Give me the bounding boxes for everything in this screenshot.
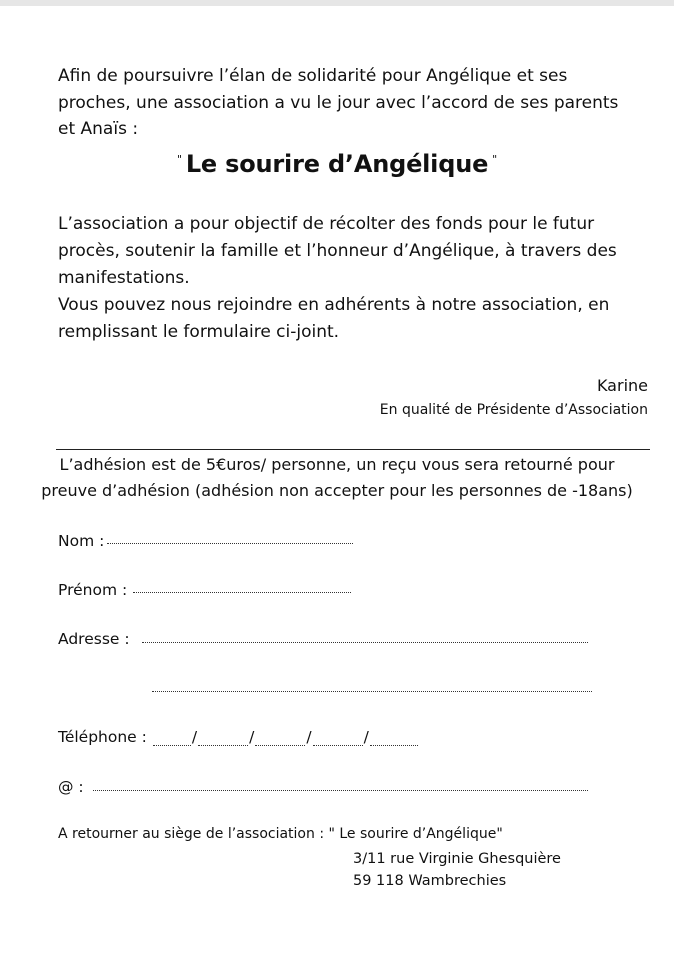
membership-line-1: L’adhésion est de 5€uros/ personne, un reçu vous sera retourné pour	[59, 455, 615, 474]
email-field[interactable]	[93, 790, 588, 791]
membership-line-2: preuve d’adhésion (adhésion non accepter pour les personnes de -18ans)	[41, 481, 633, 500]
title-open-quote: "	[176, 153, 182, 166]
phone-separator: /	[249, 728, 255, 746]
mission-line-1: L’association a pour objectif de récolter des fonds pour le futur	[58, 214, 595, 234]
prenom-label: Prénom :	[58, 581, 128, 599]
mission-line-5: remplissant le formulaire ci-joint.	[58, 322, 340, 342]
phone-separator: /	[306, 728, 312, 746]
telephone-field-2[interactable]	[198, 733, 248, 746]
signature-role: En qualité de Présidente d’Association	[379, 402, 648, 418]
adresse-label: Adresse :	[58, 630, 130, 648]
nom-field[interactable]	[107, 543, 353, 544]
signature-name: Karine	[596, 376, 648, 395]
phone-separator: /	[191, 728, 198, 746]
association-title	[0, 150, 674, 178]
intro-line-3: et Anaïs :	[58, 119, 139, 139]
mission-line-2: procès, soutenir la famille et l’honneur d’Angélique, à travers des	[58, 241, 617, 261]
return-address-line-1: 3/11 rue Virginie Ghesquière	[353, 851, 561, 867]
telephone-field-4[interactable]	[313, 733, 363, 746]
nom-label: Nom :	[58, 532, 105, 550]
telephone-field-5[interactable]	[370, 733, 418, 746]
title-close-quote: "	[492, 153, 498, 166]
mission-line-3: manifestations.	[58, 268, 190, 288]
return-address-line-2: 59 118 Wambrechies	[353, 873, 507, 889]
phone-separator: /	[363, 728, 369, 746]
intro-line-1: Afin de poursuivre l’élan de solidarité pour Angélique et ses	[58, 66, 568, 86]
mission-line-4: Vous pouvez nous rejoindre en adhérents à notre association, en	[58, 295, 610, 315]
title-text: Le sourire d’Angélique	[185, 150, 489, 178]
section-divider	[56, 449, 650, 450]
return-instruction: A retourner au siège de l’association : " Le sourire d’Angélique"	[58, 826, 503, 842]
intro-line-2: proches, une association a vu le jour avec l’accord de ses parents	[58, 93, 619, 113]
telephone-field-1[interactable]	[153, 733, 191, 746]
telephone-field-3[interactable]	[255, 733, 305, 746]
telephone-row	[58, 728, 419, 746]
top-border-strip	[0, 0, 674, 6]
adresse-field-line-1[interactable]	[142, 642, 588, 643]
telephone-label: Téléphone :	[58, 728, 147, 746]
adresse-field-line-2[interactable]	[152, 691, 592, 692]
prenom-field[interactable]	[133, 592, 351, 593]
email-label: @ :	[58, 778, 84, 796]
